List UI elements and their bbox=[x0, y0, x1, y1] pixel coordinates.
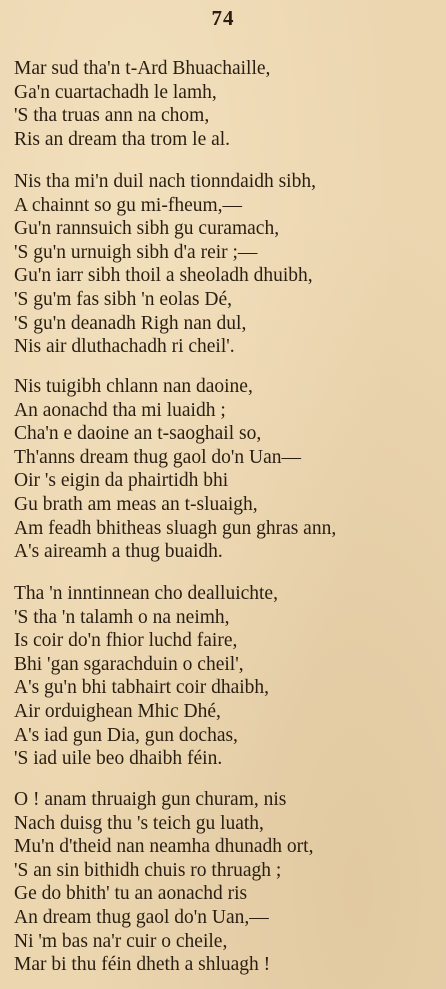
verse-line: A's iad gun Dia, gun dochas, bbox=[14, 724, 238, 746]
verse-line: Mu'n d'theid nan neamha dhunadh ort, bbox=[14, 836, 314, 858]
verse-line: Oir 's eigin da phairtidh bhi bbox=[14, 470, 229, 492]
verse-line: A's gu'n bhi tabhairt coir dhaibh, bbox=[14, 677, 270, 699]
verse-line: 'S gu'n deanadh Righ nan dul, bbox=[14, 312, 247, 334]
verse-line: 'S tha truas ann na chom, bbox=[14, 105, 210, 127]
verse-line: 'S tha 'n talamh o na neimh, bbox=[14, 606, 230, 628]
verse-line: Gu brath am meas an t-sluaigh, bbox=[14, 493, 258, 515]
stanza-2 bbox=[14, 170, 439, 359]
verse-line: Mar sud tha'n t-Ard Bhuachaille, bbox=[14, 58, 271, 79]
page-number: 74 bbox=[211, 6, 235, 30]
verse-line: O ! anam thruaigh gun churam, nis bbox=[14, 789, 287, 810]
verse-line: Nis air dluthachadh ri cheil'. bbox=[14, 336, 235, 358]
verse-line: Gu'n rannsuich sibh gu curamach, bbox=[14, 218, 280, 240]
verse-line: Bhi 'gan sgarachduin o cheil', bbox=[14, 653, 244, 675]
verse-line: An dream thug gaol do'n Uan,— bbox=[14, 906, 269, 928]
verse-line: Mar bi thu féin dheth a shluagh ! bbox=[14, 954, 271, 976]
verse-line: Nach duisg thu 's teich gu luath, bbox=[14, 812, 264, 834]
verse-line: Th'anns dream thug gaol do'n Uan— bbox=[14, 446, 302, 468]
verse-line: An aonachd tha mi luaidh ; bbox=[14, 399, 226, 421]
verse-line: Nis tuigibh chlann nan daoine, bbox=[14, 376, 253, 397]
verse-line: Tha 'n inntinnean cho dealluichte, bbox=[14, 583, 278, 604]
stanza-5 bbox=[14, 788, 439, 977]
verse-line: Ge do bhith' tu an aonachd ris bbox=[14, 883, 248, 905]
verse-line: 'S an sin bithidh chuis ro thruagh ; bbox=[14, 859, 282, 881]
verse-line: Ni 'm bas na'r cuir o cheile, bbox=[14, 930, 228, 952]
stanza-3 bbox=[14, 375, 439, 564]
verse-line: Is coir do'n fhior luchd faire, bbox=[14, 630, 238, 652]
verse-line: A's aireamh a thug buaidh. bbox=[14, 541, 223, 563]
verse-line: 'S gu'n urnuigh sibh d'a reir ;— bbox=[14, 241, 258, 263]
verse-line: Nis tha mi'n duil nach tionndaidh sibh, bbox=[14, 171, 316, 192]
verse-line: 'S gu'm fas sibh 'n eolas Dé, bbox=[14, 288, 232, 310]
verse-line: Ris an dream tha trom le al. bbox=[14, 128, 231, 150]
stanza-1 bbox=[14, 57, 439, 151]
verse-line: Ga'n cuartachadh le lamh, bbox=[14, 81, 217, 103]
verse-line: A chainnt so gu mi-fheum,— bbox=[14, 194, 243, 216]
verse-line: Am feadh bhitheas sluagh gun ghras ann, bbox=[14, 517, 337, 539]
verse-line: Cha'n e daoine an t-saoghail so, bbox=[14, 423, 262, 445]
verse-line: 'S iad uile beo dhaibh féin. bbox=[14, 748, 223, 770]
verse-line: Gu'n iarr sibh thoil a sheoladh dhuibh, bbox=[14, 265, 313, 287]
verse-line: Air orduighean Mhic Dhé, bbox=[14, 700, 221, 722]
stanza-4 bbox=[14, 582, 439, 771]
